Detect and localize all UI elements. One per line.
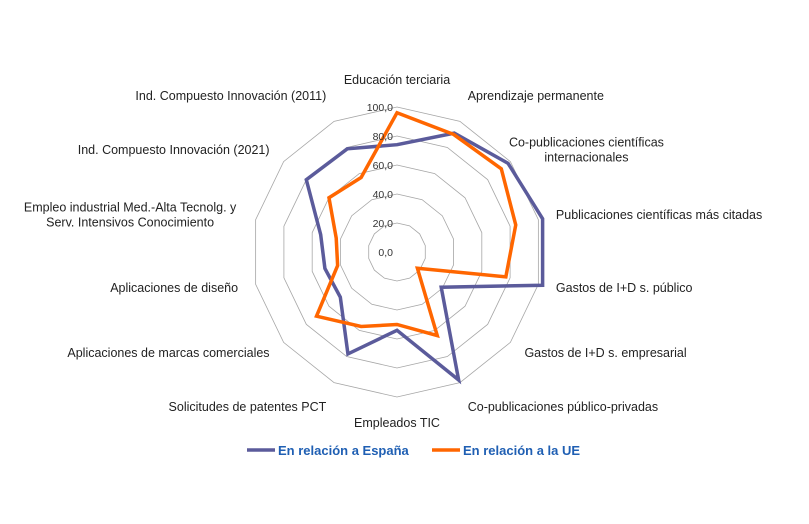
category-label: Aprendizaje permanente (467, 89, 604, 104)
radar-grid (256, 107, 539, 397)
tick-label: 0,0 (378, 247, 393, 259)
series-line-1 (306, 133, 542, 380)
tick-label: 80,0 (372, 131, 393, 143)
category-label: Publicaciones científicas más citadas (555, 208, 763, 223)
tick-label: 40,0 (372, 189, 393, 201)
radar-series (306, 113, 542, 380)
grid-ring-40 (340, 194, 453, 310)
category-label: Aplicaciones de diseño (110, 280, 239, 295)
category-label: Gastos de I+D s. empresarial (524, 346, 687, 361)
category-labels (24, 73, 762, 430)
category-label: Educación terciaria (343, 73, 451, 87)
category-label: Ind. Compuesto Innovación (2021) (77, 142, 270, 157)
category-label: Solicitudes de patentes PCT (168, 399, 327, 414)
tick-label: 100,0 (366, 102, 393, 114)
category-label: Co-publicaciones científicas internacionales (508, 135, 664, 165)
category-label: Ind. Compuesto Innovación (2011) (135, 89, 327, 104)
tick-label: 60,0 (372, 160, 393, 172)
series-line-2 (317, 113, 516, 336)
category-label: Aplicaciones de marcas comerciales (67, 346, 270, 361)
category-label: Empleados TIC (354, 416, 440, 430)
category-label: Co-publicaciones público-privadas (467, 399, 659, 414)
grid-ring-100 (256, 107, 539, 397)
tick-label: 20,0 (372, 218, 393, 230)
category-label: Gastos de I+D s. público (555, 280, 693, 295)
legend-label-1: En relación a España (278, 443, 409, 458)
category-label: Empleo industrial Med.-Alta Tecnolg. y Serv. Intensivos Conocimiento (23, 200, 237, 230)
chart-legend (247, 443, 580, 458)
legend-label-2: En relación a la UE (463, 443, 581, 458)
